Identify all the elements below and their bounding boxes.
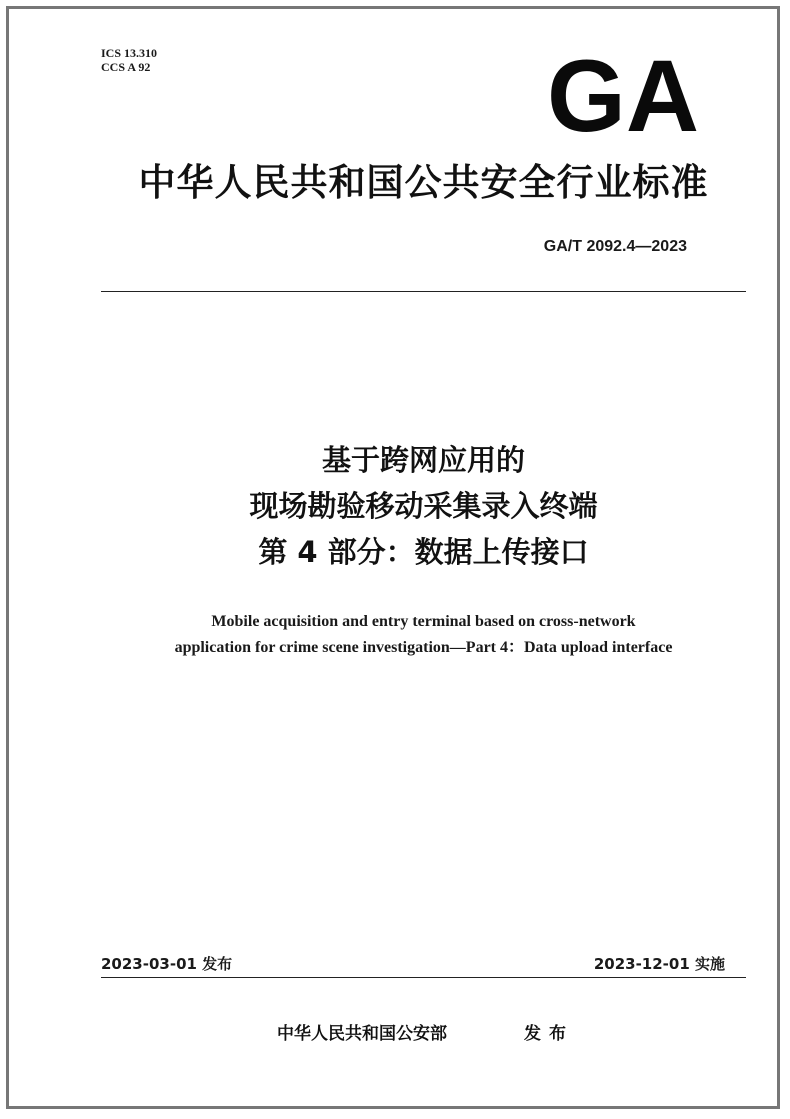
header-divider xyxy=(101,291,746,292)
english-title xyxy=(101,609,746,661)
publish-label: 发布 xyxy=(524,1024,574,1044)
publisher-name: 中华人民共和国公安部 xyxy=(277,1024,447,1044)
ics-code: ICS 13.310 xyxy=(101,46,158,60)
document-page xyxy=(6,6,780,1109)
standard-number: GA/T 2092.4—2023 xyxy=(543,238,687,255)
standard-category-title: 中华人民共和国公共安全行业标准 xyxy=(138,161,709,204)
english-title-line-2: application for crime scene investigation—Part 4：Data upload interface xyxy=(174,639,673,656)
ga-logo-text: GA xyxy=(547,57,699,133)
classification-codes xyxy=(101,46,157,74)
chinese-title-line-3: 第 4 部分：数据上传接口 xyxy=(258,535,589,569)
ga-logo xyxy=(546,57,701,133)
chinese-title-line-1: 基于跨网应用的 xyxy=(321,443,525,477)
chinese-title xyxy=(101,437,746,575)
ccs-code: CCS A 92 xyxy=(101,60,151,74)
english-title-line-1: Mobile acquisition and entry terminal based on cross-network xyxy=(211,613,636,630)
chinese-title-line-2: 现场勘验移动采集录入终端 xyxy=(249,489,598,523)
implementation-date: 2023-12-01 实施 xyxy=(593,955,725,973)
footer-divider xyxy=(101,977,746,978)
release-date: 2023-03-01 发布 xyxy=(101,955,233,973)
